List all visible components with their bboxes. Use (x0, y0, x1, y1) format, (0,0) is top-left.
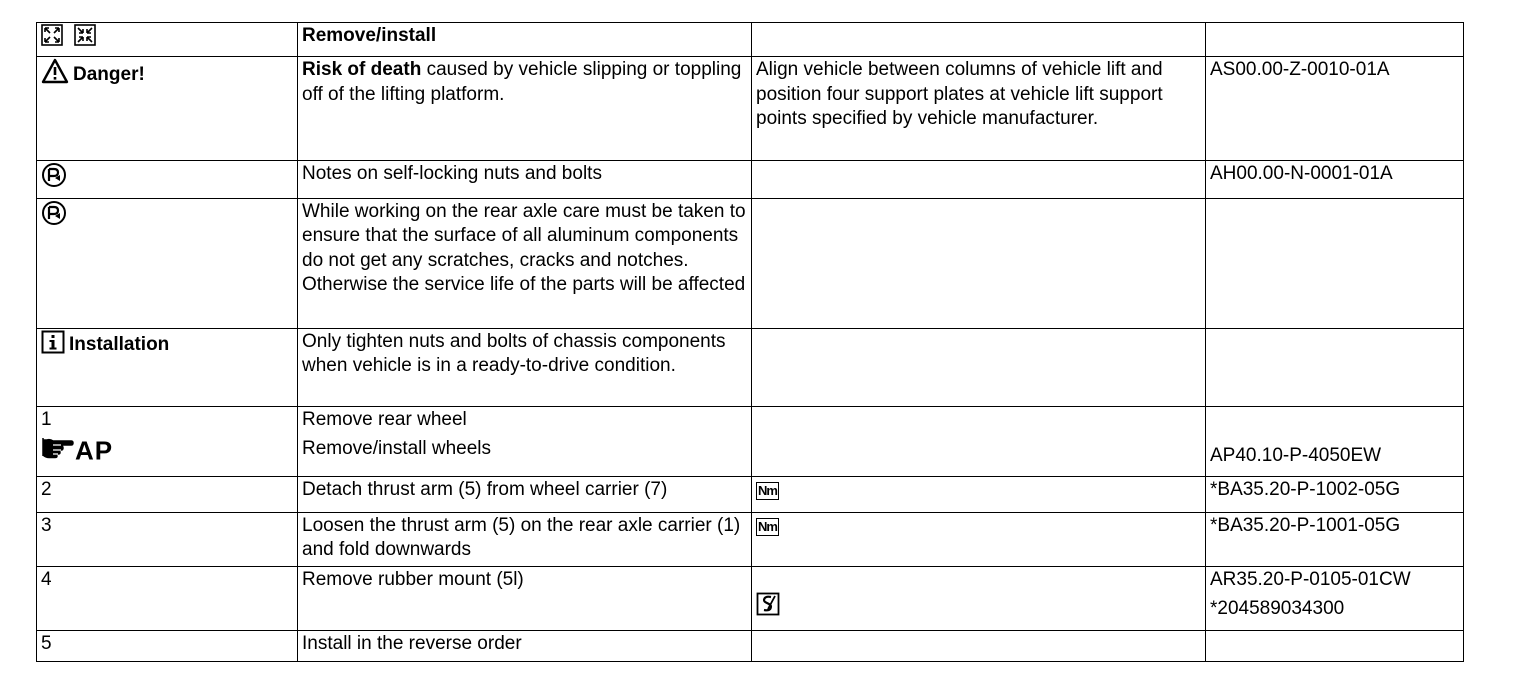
step-cell (37, 406, 298, 476)
empty-cell (752, 23, 1206, 57)
step-number: 1 (41, 408, 52, 430)
table-row (37, 512, 1464, 566)
special-tool-icon (756, 592, 780, 624)
risk-heading: Risk of death (302, 59, 422, 80)
document-reference: AH00.00-N-0001-01A (1206, 161, 1464, 199)
torque-nm-icon: Nm (758, 518, 777, 534)
table-row (37, 57, 1464, 161)
step-number: 5 (37, 630, 298, 661)
installation-text: Only tighten nuts and bolts of chassis components when vehicle is in a ready-to-drive condition. (298, 328, 752, 406)
note-text: While working on the rear axle care must be taken to ensure that the surface of all aluminum components do not get any scratches, cracks and notches. Otherwise the service life of the parts will be affected (298, 198, 752, 328)
table-row (37, 630, 1464, 661)
step-text (298, 406, 752, 476)
risk-text: caused by vehicle slipping or toppling off of the lifting platform. (302, 59, 742, 105)
install-arrows-icon (74, 24, 96, 54)
step-line: Remove/install wheels (302, 438, 492, 459)
ap-label: AP (75, 435, 114, 466)
table-row (37, 406, 1464, 476)
torque-cell (752, 512, 1206, 566)
installation-cell (37, 328, 298, 406)
note-text: Notes on self-locking nuts and bolts (298, 161, 752, 199)
step-text: Remove rubber mount (5l) (298, 566, 752, 630)
step-text: Loosen the thrust arm (5) on the rear axle carrier (1) and fold downwards (298, 512, 752, 566)
document-reference: AS00.00-Z-0010-01A (1206, 57, 1464, 161)
procedure-table (36, 22, 1464, 662)
ap-reference (41, 435, 293, 467)
step-number: 3 (37, 512, 298, 566)
step-text: Detach thrust arm (5) from wheel carrier (7) (298, 476, 752, 512)
step-line: Remove rear wheel (302, 408, 467, 430)
warning-triangle-icon (41, 58, 69, 92)
empty-cell (752, 630, 1206, 661)
table-row (37, 328, 1464, 406)
icon-cell (37, 198, 298, 328)
torque-cell (752, 476, 1206, 512)
table-row (37, 198, 1464, 328)
doc-ref-text: AP40.10-P-4050EW (1210, 445, 1382, 466)
danger-instruction: Align vehicle between columns of vehicle lift and position four support plates at vehicle lift support points specified by vehicle manufacturer. (752, 57, 1206, 161)
table-row (37, 476, 1464, 512)
note-circle-icon (41, 162, 67, 196)
empty-cell (1206, 23, 1464, 57)
empty-cell (1206, 198, 1464, 328)
document-reference (1206, 566, 1464, 630)
section-title: Remove/install (298, 23, 752, 57)
step-number: 2 (37, 476, 298, 512)
table-row (37, 161, 1464, 199)
danger-description (298, 57, 752, 161)
danger-cell (37, 57, 298, 161)
empty-cell (752, 161, 1206, 199)
table-row (37, 566, 1464, 630)
document-reference: *BA35.20-P-1002-05G (1206, 476, 1464, 512)
document-reference (1206, 406, 1464, 476)
step-number: 4 (37, 566, 298, 630)
table-row (37, 23, 1464, 57)
empty-cell (752, 328, 1206, 406)
tool-part-number: *204589034300 (1210, 598, 1345, 619)
empty-cell (1206, 328, 1464, 406)
tool-cell (752, 566, 1206, 630)
note-circle-icon (41, 200, 67, 234)
pointing-hand-icon (41, 435, 75, 467)
step-text: Install in the reverse order (298, 630, 752, 661)
info-icon (41, 330, 65, 362)
installation-label: Installation (69, 334, 170, 355)
document-reference: *BA35.20-P-1001-05G (1206, 512, 1464, 566)
icon-cell (37, 161, 298, 199)
remove-arrows-icon (41, 24, 63, 54)
empty-cell (752, 406, 1206, 476)
danger-label: Danger! (73, 63, 145, 85)
empty-cell (1206, 630, 1464, 661)
torque-nm-icon: Nm (758, 482, 777, 498)
empty-cell (752, 198, 1206, 328)
doc-ref-text: AR35.20-P-0105-01CW (1210, 568, 1411, 590)
icon-cell (37, 23, 298, 57)
